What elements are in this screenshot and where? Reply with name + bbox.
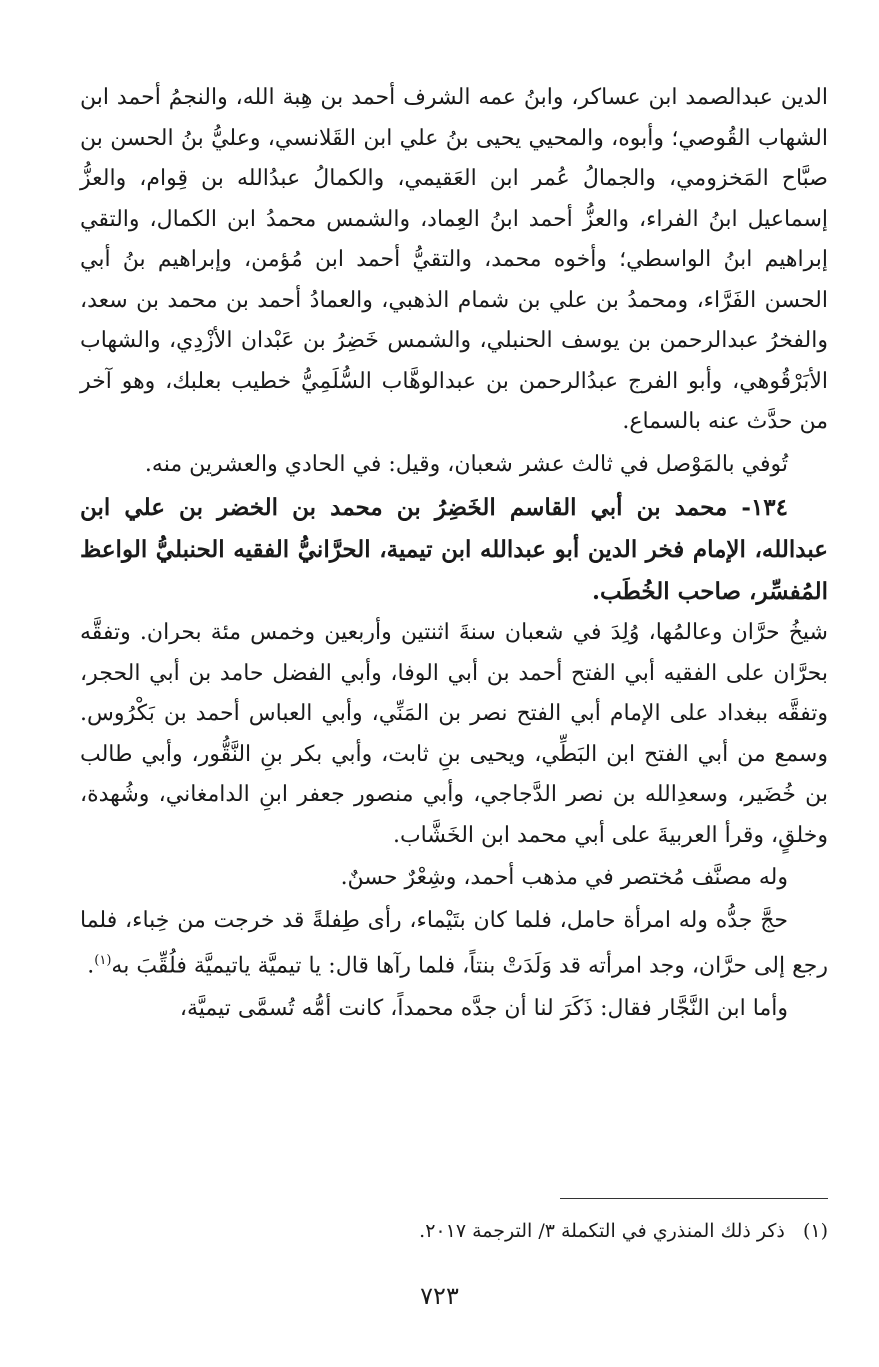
paragraph-death: تُوفي بالمَوْصل في ثالث عشر شعبان، وقيل: في الحادي والعشرين منه. <box>144 451 788 477</box>
paragraph-taymiyya-origin <box>80 901 828 987</box>
footnote-reference: (١) <box>94 953 112 968</box>
paragraph-narrators: الدين عبدالصمد ابن عساكر، وابنُ عمه الشرف أحمد بن هِبة الله، والنجمُ أحمد ابن الشهاب القُوصي؛ وأبوه، والمحيي يحيى بنُ علي ابن القَلانسي، وعليُّ بنُ الحسن بن صبَّاح المَخزومي، والجمالُ عُمر ابن العَقيمي، والكمالُ عبدُالله بن قِوام، والعزُّ إسماعيل ابنُ الفراء، والعزُّ أحمد ابنُ العِماد، والشمس محمدُ ابن الكمال، والتقي إبراهيم ابنُ الواسطي؛ وأخوه محمد، والتقيُّ أحمد ابن مُؤمن، وإبراهيم بنُ أبي الحسن الفَرَّاء، ومحمدُ بن علي بن شمام الذهبي، والعمادُ أحمد بن محمد بن سعد، والفخرُ عبدالرحمن بن يوسف الحنبلي، والشمس خَضِرُ بن عَبْدان الأزْدِي، والشهاب الأبَرْقُوهي، وأبو الفرج عبدُالرحمن بن عبدالوهَّاب السُّلَمِيُّ خطيب بعلبك، وهو آخر من حدَّث عنه بالسماع. <box>80 85 828 434</box>
page-body <box>80 78 828 1029</box>
footnote-divider <box>560 1198 828 1199</box>
origin-end: . <box>87 953 95 979</box>
footnote-marker: (١) <box>802 1220 828 1242</box>
footnote <box>80 1216 828 1246</box>
footnote-text: ذكر ذلك المنذري في التكملة ٣/ الترجمة ٢٠١٧. <box>419 1220 785 1242</box>
paragraph-biography: شيخُ حرَّان وعالمُها، وُلِدَ في شعبان سنةَ اثنتين وأربعين وخمس مئة بحران. وتفقَّه بحرَّان على الفقيه أبي الفتح أحمد بن أبي الوفا، وأبي الفضل حامد بن أبي الحجر، وتفقَّه ببغداد على الإمام أبي الفتح نصر بن المَنِّي، وأبي العباس أحمد بن بَكْرُوس. وسمع من أبي الفتح ابن البَطِّي، ويحيى بنِ ثابت، وأبي بكر بنِ النَّقُّور، وأبي طالب بن خُضَير، وسعدِالله بن نصر الدَّجاجي، وأبي منصور جعفر ابنِ الدامغاني، وشُهدة، وخلقٍ، وقرأ العربيةَ على أبي محمد ابن الخَشَّاب. <box>80 620 828 848</box>
paragraph-ibn-najjar: وأما ابن النَّجَّار فقال: ذَكَرَ لنا أن جدَّه محمداً، كانت أمُّه تُسمَّى تيميَّة، <box>179 995 788 1021</box>
entry-heading-134: ١٣٤- محمد بن أبي القاسم الخَضِرُ بن محمد بن الخضر بن علي ابن عبدالله، الإمام فخر الدين أبو عبدالله ابن تيمية، الحرَّانيُّ الفقيه الحنبليُّ الواعظ المُفسِّر، صاحب الخُطَب. <box>80 494 828 605</box>
page-number: ٧٢٣ <box>420 1282 459 1310</box>
paragraph-works: وله مصنَّف مُختصر في مذهب أحمد، وشِعْرٌ حسنٌ. <box>340 865 788 890</box>
origin-text: حجَّ جدُّه وله امرأة حامل، فلما كان بتَيْماء، رأى طِفلةً قد خرجت من خِباء، فلما رجع إلى حرَّان، وجد امرأته قد وَلَدَتْ بنتاً، فلما رآها قال: يا تيميَّة ياتيميَّة فلُقِّبَ به <box>80 907 828 979</box>
